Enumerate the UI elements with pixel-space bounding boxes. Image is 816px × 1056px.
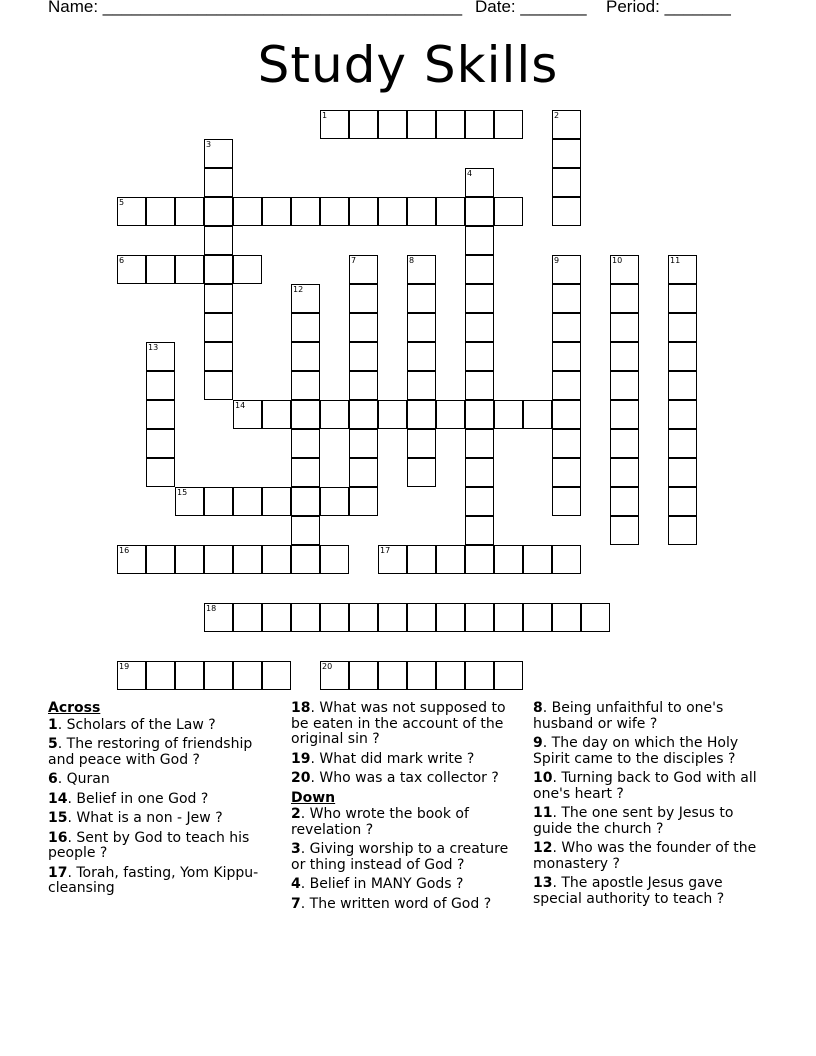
clue-number-label: 15 xyxy=(48,810,68,826)
clue-number: 17 xyxy=(380,546,391,555)
clue-number-label: 2 xyxy=(291,806,301,822)
grid-cell[interactable] xyxy=(349,603,378,632)
grid-cell[interactable] xyxy=(262,603,291,632)
grid-cell[interactable] xyxy=(291,516,320,545)
clue-number: 12 xyxy=(293,285,304,294)
clue-number-label: 17 xyxy=(48,864,68,881)
grid-cell[interactable] xyxy=(494,400,523,429)
grid-cell[interactable] xyxy=(668,458,697,487)
grid-cell[interactable] xyxy=(465,458,494,487)
grid-cell[interactable] xyxy=(436,110,465,139)
grid-cell[interactable] xyxy=(465,487,494,516)
grid-cell[interactable] xyxy=(291,284,320,313)
down-clue-list-cont xyxy=(533,701,761,907)
grid-cell[interactable] xyxy=(378,197,407,226)
grid-cell[interactable] xyxy=(349,197,378,226)
grid-cell[interactable] xyxy=(668,487,697,516)
grid-cell[interactable] xyxy=(146,371,175,400)
down-clue-list xyxy=(291,807,519,912)
grid-cell[interactable] xyxy=(610,458,639,487)
grid-cell[interactable] xyxy=(465,168,494,197)
grid-cell[interactable] xyxy=(436,197,465,226)
clue-text: . Who was the founder of the monastery ? xyxy=(533,840,757,872)
across-clue xyxy=(48,866,276,897)
grid-cell[interactable] xyxy=(175,661,204,690)
grid-cell[interactable] xyxy=(204,226,233,255)
grid-cell[interactable] xyxy=(349,313,378,342)
grid-cell[interactable] xyxy=(262,400,291,429)
across-clue-list-cont xyxy=(291,701,519,787)
grid-cell[interactable] xyxy=(146,255,175,284)
grid-cell[interactable] xyxy=(349,255,378,284)
clue-number: 15 xyxy=(177,488,188,497)
across-clue xyxy=(291,752,519,768)
grid-cell[interactable] xyxy=(233,255,262,284)
grid-cell[interactable] xyxy=(233,487,262,516)
grid-cell[interactable] xyxy=(233,400,262,429)
grid-cell[interactable] xyxy=(117,255,146,284)
grid-cell[interactable] xyxy=(552,400,581,429)
grid-cell[interactable] xyxy=(349,487,378,516)
clue-number-label: 10 xyxy=(533,770,553,786)
grid-cell[interactable] xyxy=(407,342,436,371)
clue-text: . The written word of God ? xyxy=(300,895,492,912)
grid-cell[interactable] xyxy=(291,371,320,400)
grid-cell[interactable] xyxy=(465,342,494,371)
grid-cell[interactable] xyxy=(465,429,494,458)
grid-cell[interactable] xyxy=(407,429,436,458)
clue-text: . What did mark write ? xyxy=(310,750,475,767)
grid-cell[interactable] xyxy=(668,400,697,429)
grid-cell[interactable] xyxy=(552,110,581,139)
across-clue xyxy=(291,701,519,748)
down-clue xyxy=(291,897,519,913)
grid-cell[interactable] xyxy=(349,429,378,458)
grid-cell[interactable] xyxy=(610,342,639,371)
down-clue xyxy=(533,841,761,872)
clue-number-label: 3 xyxy=(291,841,301,857)
down-heading: Down xyxy=(291,789,336,806)
clue-number: 3 xyxy=(206,140,212,149)
grid-cell[interactable] xyxy=(146,197,175,226)
grid-cell[interactable] xyxy=(523,603,552,632)
grid-cell[interactable] xyxy=(552,458,581,487)
clue-number: 7 xyxy=(351,256,357,265)
clue-number-label: 6 xyxy=(48,771,58,787)
grid-cell[interactable] xyxy=(320,110,349,139)
grid-cell[interactable] xyxy=(465,545,494,574)
clue-number: 19 xyxy=(119,662,130,671)
grid-cell[interactable] xyxy=(465,284,494,313)
period-field[interactable]: Period: _______ xyxy=(606,0,731,16)
down-clue xyxy=(533,736,761,767)
grid-cell[interactable] xyxy=(552,284,581,313)
grid-cell[interactable] xyxy=(204,255,233,284)
clue-number: 13 xyxy=(148,343,159,352)
grid-cell[interactable] xyxy=(668,313,697,342)
grid-cell[interactable] xyxy=(465,255,494,284)
clue-text: . What was not supposed to be eaten in the account of the original sin ? xyxy=(291,700,506,747)
clue-number: 1 xyxy=(322,111,328,120)
grid-cell[interactable] xyxy=(146,429,175,458)
grid-cell[interactable] xyxy=(668,255,697,284)
grid-cell[interactable] xyxy=(610,284,639,313)
clues-column-2 xyxy=(291,701,519,916)
grid-cell[interactable] xyxy=(668,371,697,400)
clue-number-label: 4 xyxy=(291,876,301,892)
grid-cell[interactable] xyxy=(407,661,436,690)
grid-cell[interactable] xyxy=(552,197,581,226)
grid-cell[interactable] xyxy=(552,313,581,342)
grid-cell[interactable] xyxy=(291,400,320,429)
clue-number: 10 xyxy=(612,256,623,265)
clue-text: . Sent by God to teach his people ? xyxy=(48,829,250,861)
grid-cell[interactable] xyxy=(262,487,291,516)
clue-text: . The restoring of friendship and peace with God ? xyxy=(48,736,253,768)
grid-cell[interactable] xyxy=(204,487,233,516)
down-clue xyxy=(291,807,519,838)
grid-cell[interactable] xyxy=(465,226,494,255)
grid-cell[interactable] xyxy=(523,545,552,574)
grid-cell[interactable] xyxy=(407,110,436,139)
grid-cell[interactable] xyxy=(117,545,146,574)
grid-cell[interactable] xyxy=(320,400,349,429)
clue-text: . Belief in MANY Gods ? xyxy=(300,876,464,892)
grid-cell[interactable] xyxy=(407,458,436,487)
across-heading: Across xyxy=(48,700,101,716)
clue-text: . The apostle Jesus gave special authority to teach ? xyxy=(533,875,725,907)
grid-cell[interactable] xyxy=(610,487,639,516)
clue-number-label: 1 xyxy=(48,716,58,733)
clue-number-label: 8 xyxy=(533,700,543,716)
grid-cell[interactable] xyxy=(146,545,175,574)
grid-cell[interactable] xyxy=(204,313,233,342)
grid-cell[interactable] xyxy=(291,458,320,487)
grid-cell[interactable] xyxy=(552,603,581,632)
grid-cell[interactable] xyxy=(175,255,204,284)
grid-cell[interactable] xyxy=(407,255,436,284)
grid-cell[interactable] xyxy=(494,661,523,690)
grid-cell[interactable] xyxy=(494,110,523,139)
clue-text: . Belief in one God ? xyxy=(67,790,209,807)
grid-cell[interactable] xyxy=(117,197,146,226)
grid-cell[interactable] xyxy=(204,603,233,632)
grid-cell[interactable] xyxy=(610,371,639,400)
grid-cell[interactable] xyxy=(291,429,320,458)
grid-cell[interactable] xyxy=(552,371,581,400)
grid-cell[interactable] xyxy=(465,400,494,429)
grid-cell[interactable] xyxy=(378,110,407,139)
grid-cell[interactable] xyxy=(523,400,552,429)
grid-cell[interactable] xyxy=(552,429,581,458)
grid-cell[interactable] xyxy=(407,603,436,632)
clue-number-label: 18 xyxy=(291,700,311,716)
grid-cell[interactable] xyxy=(668,516,697,545)
clue-text: . What is a non - Jew ? xyxy=(67,810,223,826)
grid-cell[interactable] xyxy=(436,661,465,690)
grid-cell[interactable] xyxy=(233,661,262,690)
grid-cell[interactable] xyxy=(465,603,494,632)
grid-cell[interactable] xyxy=(407,284,436,313)
clue-text: . Turning back to God with all one's heart ? xyxy=(533,770,757,802)
date-field[interactable]: Date: _______ xyxy=(475,0,587,16)
grid-cell[interactable] xyxy=(291,545,320,574)
grid-cell[interactable] xyxy=(436,400,465,429)
grid-cell[interactable] xyxy=(233,545,262,574)
grid-cell[interactable] xyxy=(436,603,465,632)
grid-cell[interactable] xyxy=(378,400,407,429)
grid-cell[interactable] xyxy=(668,429,697,458)
grid-cell[interactable] xyxy=(291,197,320,226)
grid-cell[interactable] xyxy=(349,284,378,313)
grid-cell[interactable] xyxy=(146,661,175,690)
grid-cell[interactable] xyxy=(291,342,320,371)
grid-cell[interactable] xyxy=(291,313,320,342)
grid-cell[interactable] xyxy=(291,487,320,516)
clue-number: 5 xyxy=(119,198,125,207)
grid-cell[interactable] xyxy=(552,545,581,574)
grid-cell[interactable] xyxy=(407,400,436,429)
clue-text: . Torah, fasting, Yom Kippu- cleansing xyxy=(48,864,259,896)
grid-cell[interactable] xyxy=(552,168,581,197)
clue-text: . The one sent by Jesus to guide the church ? xyxy=(533,805,734,837)
clue-number-label: 11 xyxy=(533,805,553,821)
grid-cell[interactable] xyxy=(204,197,233,226)
across-clue-list xyxy=(48,718,276,897)
name-field[interactable]: Name: ______________________________________ xyxy=(48,0,463,16)
down-clue xyxy=(291,877,519,893)
grid-cell[interactable] xyxy=(175,487,204,516)
grid-cell[interactable] xyxy=(204,284,233,313)
clue-number-label: 16 xyxy=(48,829,68,846)
grid-cell[interactable] xyxy=(320,487,349,516)
clue-number: 8 xyxy=(409,256,415,265)
grid-cell[interactable] xyxy=(378,603,407,632)
clue-number: 9 xyxy=(554,256,560,265)
grid-cell[interactable] xyxy=(610,313,639,342)
across-clue xyxy=(291,771,519,787)
grid-cell[interactable] xyxy=(262,197,291,226)
grid-cell[interactable] xyxy=(581,603,610,632)
grid-cell[interactable] xyxy=(494,545,523,574)
grid-cell[interactable] xyxy=(610,255,639,284)
grid-cell[interactable] xyxy=(349,661,378,690)
clue-number-label: 5 xyxy=(48,736,58,752)
grid-cell[interactable] xyxy=(175,545,204,574)
grid-cell[interactable] xyxy=(291,603,320,632)
clue-number: 6 xyxy=(119,256,125,265)
clue-text: . Who wrote the book of revelation ? xyxy=(291,806,469,838)
grid-cell[interactable] xyxy=(204,545,233,574)
grid-cell[interactable] xyxy=(494,197,523,226)
grid-cell[interactable] xyxy=(552,342,581,371)
grid-cell[interactable] xyxy=(320,603,349,632)
grid-cell[interactable] xyxy=(407,197,436,226)
clue-text: . The day on which the Holy Spirit came to the disciples ? xyxy=(533,735,739,767)
grid-cell[interactable] xyxy=(668,342,697,371)
grid-cell[interactable] xyxy=(552,139,581,168)
grid-cell[interactable] xyxy=(552,487,581,516)
grid-cell[interactable] xyxy=(465,661,494,690)
grid-cell[interactable] xyxy=(204,661,233,690)
grid-cell[interactable] xyxy=(465,371,494,400)
grid-cell[interactable] xyxy=(378,545,407,574)
clue-number: 11 xyxy=(670,256,681,265)
clue-number: 14 xyxy=(235,401,246,410)
down-clue xyxy=(533,771,761,802)
grid-cell[interactable] xyxy=(349,371,378,400)
clue-text: . Scholars of the Law ? xyxy=(57,716,216,733)
grid-cell[interactable] xyxy=(436,545,465,574)
clue-number-label: 14 xyxy=(48,790,68,807)
clue-number: 2 xyxy=(554,111,560,120)
across-clue xyxy=(48,792,276,808)
clue-number-label: 9 xyxy=(533,735,543,751)
clue-number: 16 xyxy=(119,546,130,555)
grid-cell[interactable] xyxy=(146,400,175,429)
clue-number-label: 12 xyxy=(533,840,553,856)
grid-cell[interactable] xyxy=(465,197,494,226)
grid-cell[interactable] xyxy=(407,313,436,342)
grid-cell[interactable] xyxy=(465,110,494,139)
grid-cell[interactable] xyxy=(349,342,378,371)
grid-cell[interactable] xyxy=(349,400,378,429)
across-clue xyxy=(48,831,276,862)
grid-cell[interactable] xyxy=(320,197,349,226)
grid-cell[interactable] xyxy=(610,516,639,545)
grid-cell[interactable] xyxy=(668,284,697,313)
grid-cell[interactable] xyxy=(349,110,378,139)
grid-cell[interactable] xyxy=(204,342,233,371)
clues-column-3 xyxy=(533,701,761,911)
grid-cell[interactable] xyxy=(262,661,291,690)
grid-cell[interactable] xyxy=(204,168,233,197)
grid-cell[interactable] xyxy=(320,661,349,690)
grid-cell[interactable] xyxy=(146,342,175,371)
grid-cell[interactable] xyxy=(320,545,349,574)
clue-text: . Who was a tax collector ? xyxy=(310,770,499,786)
down-clue xyxy=(533,701,761,732)
page-title: Study Skills xyxy=(257,36,559,94)
grid-cell[interactable] xyxy=(146,458,175,487)
grid-cell[interactable] xyxy=(233,603,262,632)
down-clue xyxy=(291,842,519,873)
clues-column-1 xyxy=(48,701,276,901)
across-clue xyxy=(48,772,276,788)
grid-cell[interactable] xyxy=(407,371,436,400)
grid-cell[interactable] xyxy=(175,197,204,226)
clue-number-label: 20 xyxy=(291,770,311,786)
grid-cell[interactable] xyxy=(610,429,639,458)
clue-text: . Quran xyxy=(57,771,110,787)
clue-number-label: 19 xyxy=(291,750,311,767)
clue-number-label: 13 xyxy=(533,875,553,891)
down-clue xyxy=(533,806,761,837)
across-clue xyxy=(48,718,276,734)
clue-text: . Giving worship to a creature or thing instead of God ? xyxy=(291,841,509,873)
grid-cell[interactable] xyxy=(552,255,581,284)
grid-cell[interactable] xyxy=(610,400,639,429)
down-clue xyxy=(533,876,761,907)
across-clue xyxy=(48,737,276,768)
grid-cell[interactable] xyxy=(407,545,436,574)
grid-cell[interactable] xyxy=(204,371,233,400)
grid-cell[interactable] xyxy=(117,661,146,690)
clue-number: 4 xyxy=(467,169,473,178)
across-clue xyxy=(48,811,276,827)
grid-cell[interactable] xyxy=(204,139,233,168)
clue-text: . Being unfaithful to one's husband or wife ? xyxy=(533,700,724,732)
grid-cell[interactable] xyxy=(378,661,407,690)
grid-cell[interactable] xyxy=(233,197,262,226)
clue-number: 20 xyxy=(322,662,333,671)
clue-number-label: 7 xyxy=(291,895,301,912)
grid-cell[interactable] xyxy=(349,458,378,487)
grid-cell[interactable] xyxy=(465,516,494,545)
grid-cell[interactable] xyxy=(262,545,291,574)
clue-number: 18 xyxy=(206,604,217,613)
grid-cell[interactable] xyxy=(494,603,523,632)
grid-cell[interactable] xyxy=(465,313,494,342)
